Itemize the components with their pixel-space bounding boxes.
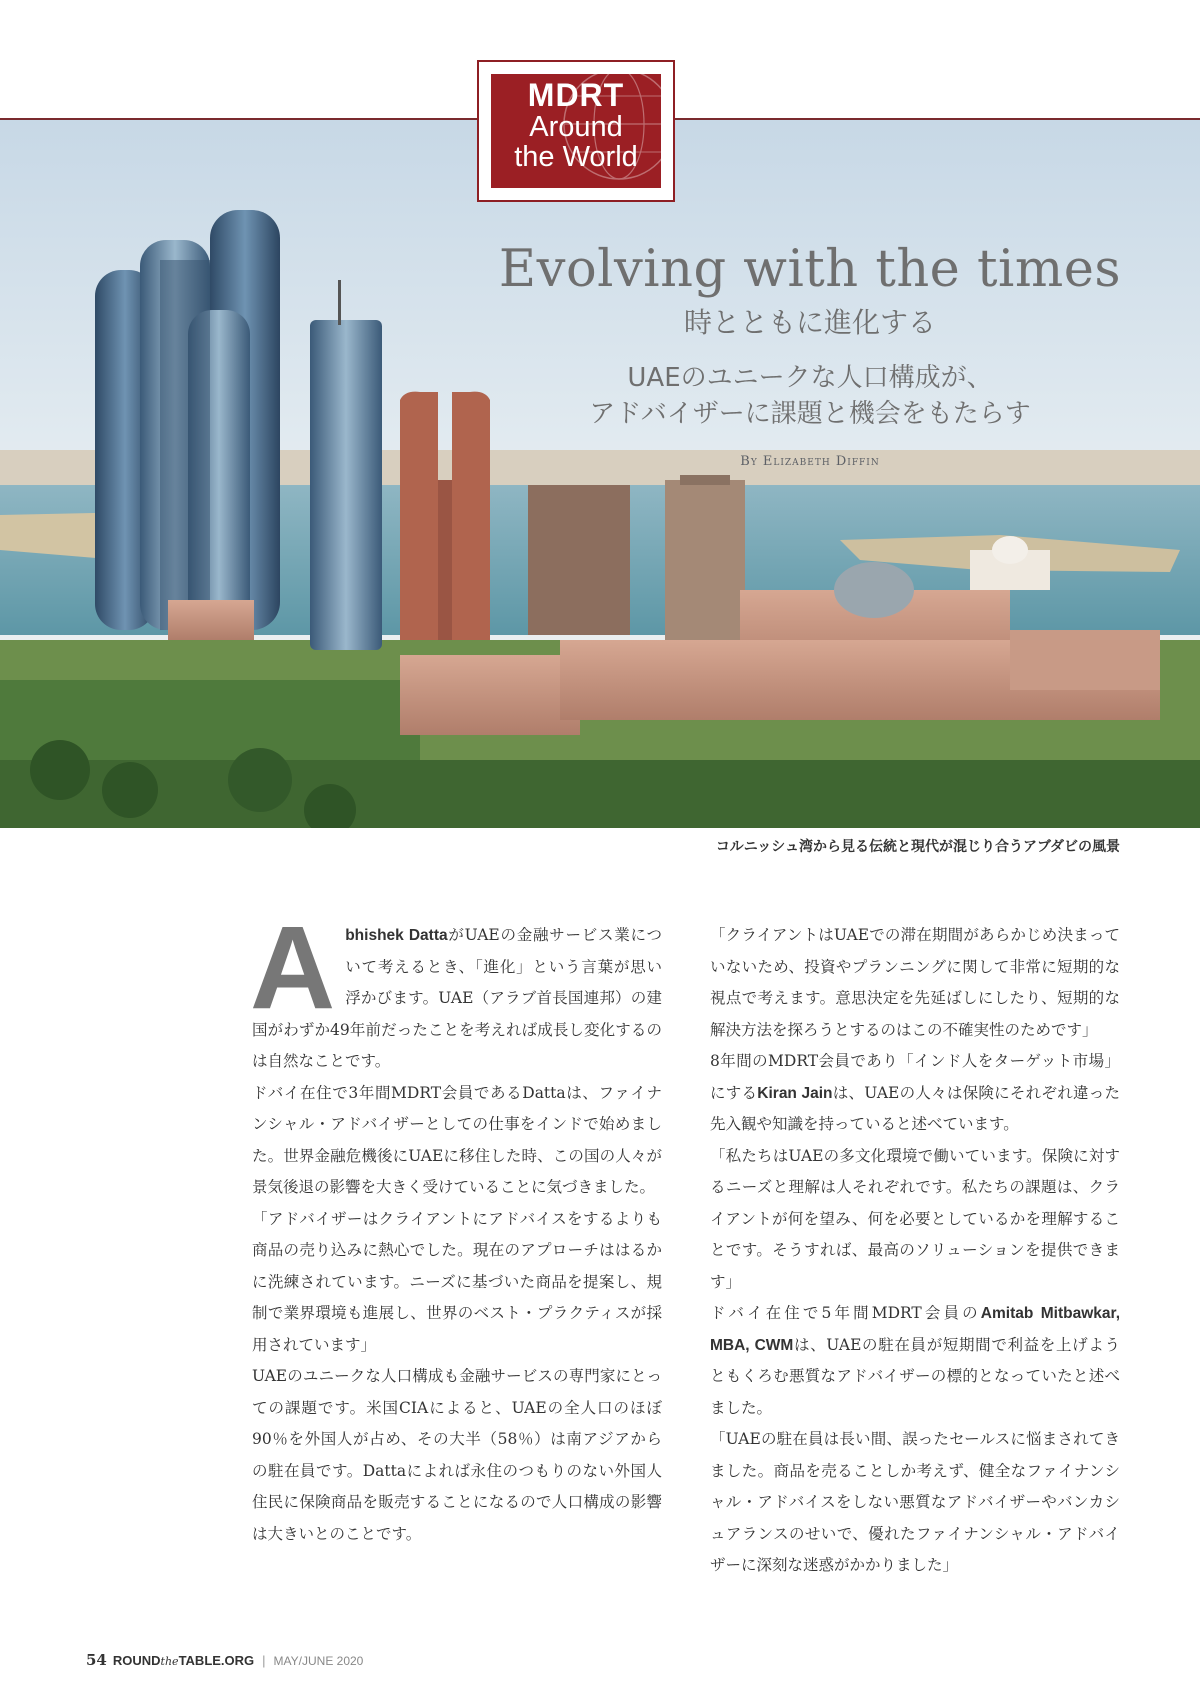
badge-around: Around <box>529 111 623 143</box>
person-name-mitbawkar: Amitab Mitbawkar, MBA, CWM <box>710 1305 1120 1354</box>
publication-brand <box>113 1653 254 1668</box>
paragraph-2: ドバイ在住で3年間MDRT会員であるDattaは、ファイナンシャル・アドバイザーとしての仕事をインドで始めました。世界金融危機後にUAEに移住した時、この国の人々が景気後退の影響を大きく受けていることに気づきました。 <box>252 1083 662 1196</box>
badge-mdrt: MDRT <box>527 77 625 113</box>
page-number: 54 <box>86 1651 107 1669</box>
photo-caption: コルニッシュ湾から見る伝統と現代が混じり合うアブダビの風景 <box>715 839 1120 855</box>
title-english: Evolving with the times <box>498 240 1122 299</box>
paragraph-9: 「UAEの駐在員は長い間、誤ったセールスに悩まされてきました。商品を売ることしか考えず、健全なファイナンシャル・アドバイスをしない悪質なアドバイザーやバンカシュアランスのせいで、優れたファイナンシャル・アドバイザーに深刻な迷惑がかかりました」 <box>710 1430 1120 1574</box>
brand-round: ROUND <box>112 1653 161 1668</box>
person-name-datta: bhishek Datta <box>345 927 448 944</box>
headline-block <box>460 240 1160 469</box>
badge-the-world: the World <box>514 141 638 173</box>
issue-date: MAY/JUNE 2020 <box>273 1654 364 1668</box>
paragraph-8 <box>710 1298 1120 1424</box>
paragraph-8-post: は、UAEの駐在員が短期間で利益を上げようともくろむ悪質なアドバイザーの標的となっていたと述べました。 <box>710 1335 1120 1417</box>
article-column-right <box>710 920 1120 1582</box>
subtitle-line-1: UAEのユニークな人口構成が、 <box>627 363 993 393</box>
person-name-jain: Kiran Jain <box>757 1084 833 1102</box>
drop-cap: A <box>250 902 336 1034</box>
article-column-left <box>250 902 662 1550</box>
paragraph-4: UAEのユニークな人口構成も金融サービスの専門家にとっての課題です。米国CIAによると、UAEの全人口のほぼ90％を外国人が占め、その大半（58％）は南アジアからの駐在員です。Dattaによれば永住のつもりのない外国人住民に保険商品を販売することになるので人口構成の影響は大きいとのことです。 <box>252 1367 662 1543</box>
page-footer <box>86 1651 363 1669</box>
brand-table-org: TABLE.ORG <box>178 1653 255 1668</box>
paragraph-6-pre: 8年間のMDRT会員であり「インド人をターゲット市場」にする <box>710 1052 1120 1102</box>
paragraph-7: 「私たちはUAEの多文化環境で働いています。保険に対するニーズと理解は人それぞれです。私たちの課題は、クライアントが何を望み、何を必要としているかを理解することです。そうすれば、最高のソリューションを提供できます」 <box>710 1146 1120 1291</box>
paragraph-1 <box>250 902 662 1078</box>
subtitle-line-2: アドバイザーに課題と機会をもたらす <box>589 399 1031 429</box>
paragraph-5: 「クライアントはUAEでの滞在期間があらかじめ決まっていないため、投資やプランニングに関して非常に短期的な視点で考えます。意思決定を先延ばしにしたり、短期的な解決方法を探ろうとするのはこの不確実性のためです」 <box>710 926 1120 1039</box>
paragraph-6-post: は、UAEの人々は保険にそれぞれ違った先入観や知識を持っていると述べています。 <box>710 1083 1120 1133</box>
brand-the: the <box>160 1655 179 1668</box>
byline: By Elizabeth Diffin <box>740 454 880 469</box>
mdrt-around-the-world-badge <box>477 60 675 202</box>
paragraph-8-pre: ドバイ在住で5年間MDRT会員の <box>710 1304 981 1322</box>
footer-separator: | <box>262 1653 266 1668</box>
skyline-photo <box>0 120 1200 828</box>
paragraph-6 <box>710 1046 1120 1141</box>
title-japanese: 時とともに進化する <box>683 306 936 339</box>
subtitle <box>460 360 1160 432</box>
paragraph-1-text: がUAEの金融サービス業について考えるとき、「進化」という言葉が思い浮かびます。UAE（アラブ首長国連邦）の建国がわずか49年前だったことを考えれば成長し変化するのは自然なことです。 <box>252 926 662 1070</box>
paragraph-3: 「アドバイザーはクライアントにアドバイスをするよりも商品の売り込みに熱心でした。現在のアプローチははるかに洗練されています。ニーズに基づいた商品を提案し、規制で業界環境も進展し、世界のベスト・プラクティスが採用されています」 <box>252 1209 662 1354</box>
